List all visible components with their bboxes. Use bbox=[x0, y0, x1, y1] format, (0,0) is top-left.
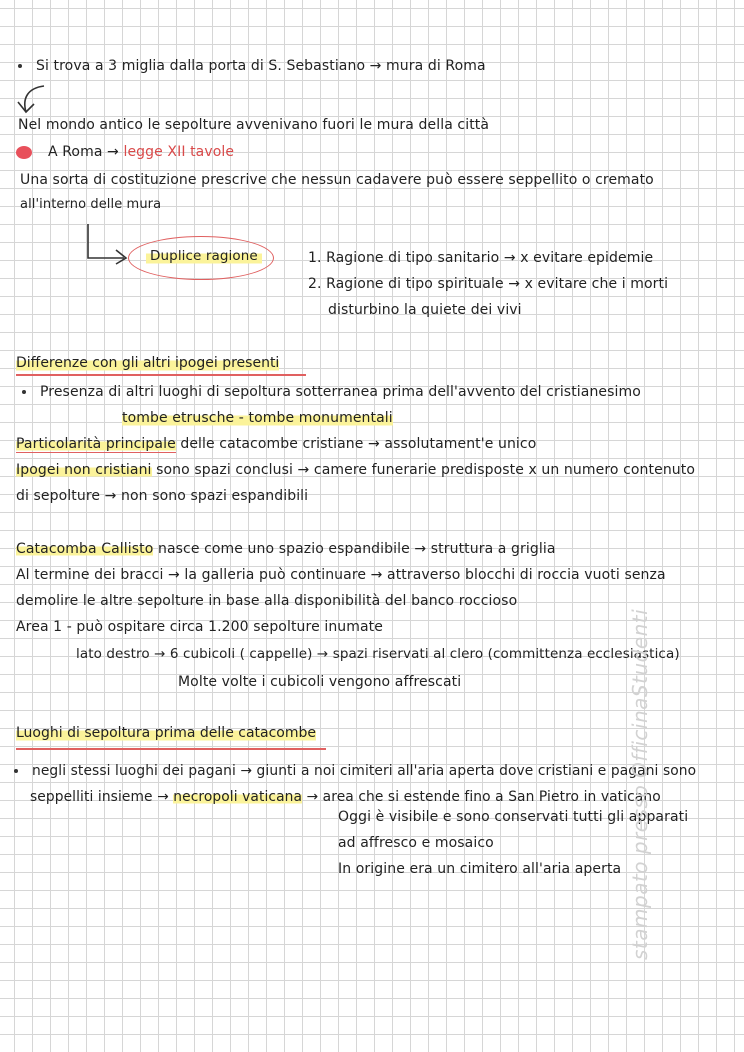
text-line: lato destro → 6 cubicoli ( cappelle) → spazi riservati al clero (committenza ecclesiastica) bbox=[76, 646, 680, 662]
reason-item-2: 2. Ragione di tipo spirituale → x evitare che i morti bbox=[308, 276, 669, 292]
text-line: di sepolture → non sono spazi espandibili bbox=[16, 488, 309, 504]
curved-arrow-icon bbox=[14, 82, 50, 116]
text-line-rome: A Roma → legge XII tavole bbox=[48, 144, 235, 160]
duplice-ragione-label: Duplice ragione bbox=[146, 247, 262, 265]
text-line: all'interno delle mura bbox=[20, 197, 162, 212]
text-line: Particolarità principale delle catacombe cristiane → assolutament'e unico bbox=[16, 436, 537, 452]
text-line: Oggi è visibile e sono conservati tutti gli apparati bbox=[338, 809, 689, 825]
text-line: Area 1 - può ospitare circa 1.200 sepolture inumate bbox=[16, 619, 383, 635]
red-bullet-icon bbox=[16, 146, 32, 159]
text-line: ad affresco e mosaico bbox=[338, 835, 494, 851]
text-line: seppelliti insieme → necropoli vaticana → area che si estende fino a San Pietro in vaticano bbox=[30, 789, 661, 805]
bullet-icon bbox=[22, 390, 26, 394]
heading-underline bbox=[16, 374, 306, 376]
text-line: Una sorta di costituzione prescrive che nessun cadavere può essere seppellito o cremato bbox=[20, 172, 654, 188]
highlighted-line: tombe etrusche - tombe monumentali bbox=[122, 410, 393, 426]
bullet-icon bbox=[14, 769, 18, 773]
text-line: Catacomba Callisto nasce come uno spazio espandibile → struttura a griglia bbox=[16, 541, 556, 557]
section-heading-differenze: Differenze con gli altri ipogei presenti bbox=[16, 355, 280, 371]
text-line: In origine era un cimitero all'aria aperta bbox=[338, 861, 622, 877]
text-line: Al termine dei bracci → la galleria può continuare → attraverso blocchi di roccia vuoti senza bbox=[16, 567, 666, 583]
watermark: stampato presso OfficinaStudenti bbox=[628, 608, 652, 960]
heading-underline bbox=[16, 748, 326, 750]
text-line: Molte volte i cubicoli vengono affrescati bbox=[178, 674, 462, 690]
corner-arrow-icon bbox=[84, 222, 134, 268]
section-heading-luoghi: Luoghi di sepoltura prima delle catacombe bbox=[16, 725, 317, 741]
bullet-line-location: Si trova a 3 miglia dalla porta di S. Sebastiano → mura di Roma bbox=[18, 57, 486, 75]
reason-item-2-cont: disturbino la quiete dei vivi bbox=[328, 302, 522, 318]
bullet-line: negli stessi luoghi dei pagani → giunti a noi cimiteri all'aria aperta dove cristiani e pagani sono bbox=[14, 762, 696, 780]
bullet-line: Presenza di altri luoghi di sepoltura sotterranea prima dell'avvento del cristianesimo bbox=[22, 383, 641, 401]
text-line: Ipogei non cristiani sono spazi conclusi → camere funerarie predisposte x un numero contenuto bbox=[16, 462, 696, 478]
law-label: legge XII tavole bbox=[123, 144, 235, 160]
bullet-icon bbox=[18, 64, 22, 68]
text-line: Nel mondo antico le sepolture avvenivano fuori le mura della città bbox=[18, 117, 490, 133]
reason-item-1: 1. Ragione di tipo sanitario → x evitare epidemie bbox=[308, 250, 654, 266]
text-line: demolire le altre sepolture in base alla disponibilità del banco roccioso bbox=[16, 593, 518, 609]
